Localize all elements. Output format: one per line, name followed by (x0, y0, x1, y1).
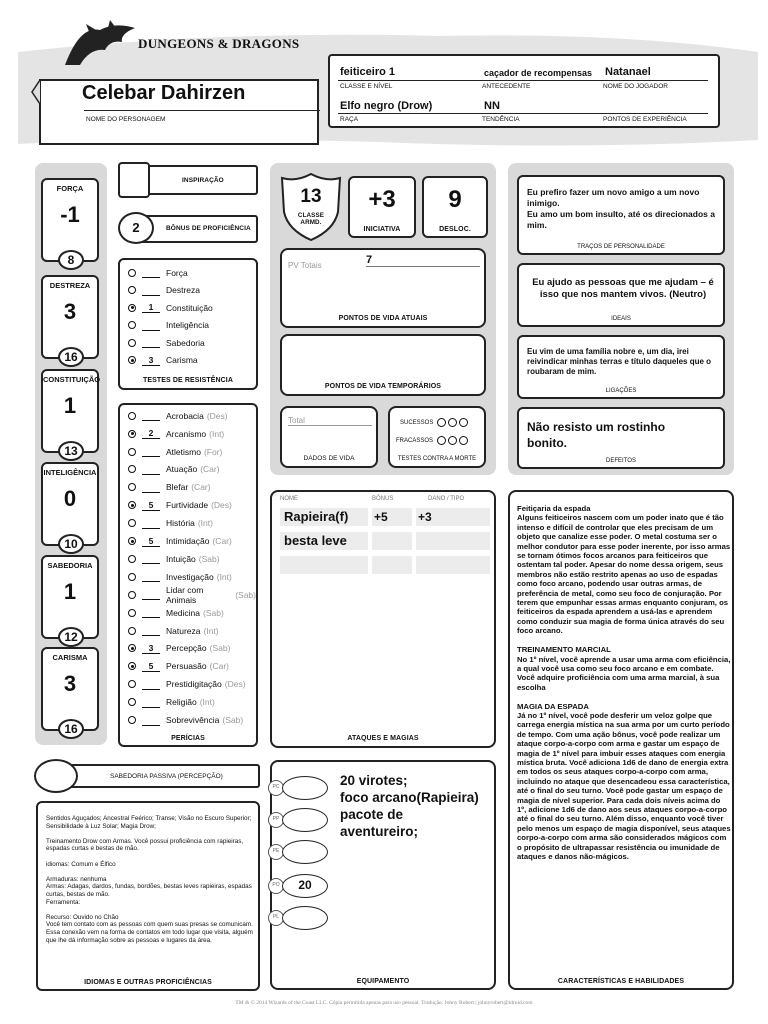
modifier-value[interactable] (142, 715, 160, 726)
coin-value[interactable] (282, 808, 328, 832)
row-name: Percepção (166, 643, 207, 654)
temp-hp-box[interactable] (280, 334, 486, 396)
row-attribute: (Car) (200, 464, 220, 475)
modifier-value[interactable]: 5 (142, 661, 160, 672)
xp-label: PONTOS DE EXPERIÊNCIA (603, 116, 687, 123)
skill-row[interactable] (120, 676, 256, 694)
row-attribute: (Sab) (203, 607, 224, 618)
row-attribute: (Car) (212, 536, 232, 547)
ability-block (41, 555, 99, 644)
saving-throw-row[interactable] (120, 317, 256, 335)
saving-throws-label: TESTES DE RESISTÊNCIA (142, 377, 233, 384)
row-name: Furtividade (166, 500, 209, 511)
alignment-label: TENDÊNCIA (482, 116, 520, 123)
modifier-value[interactable] (142, 464, 160, 475)
proficiency-radio[interactable] (128, 555, 136, 563)
modifier-value[interactable] (142, 446, 160, 457)
proficiencies-box (36, 801, 260, 991)
proficiency-radio[interactable] (128, 286, 136, 294)
skill-row[interactable] (120, 407, 256, 425)
modifier-value[interactable] (142, 320, 160, 331)
skill-row[interactable] (120, 550, 256, 568)
ability-name: DESTREZA (49, 281, 91, 290)
features-box (508, 490, 734, 990)
inspiration-label: INSPIRAÇÃO (182, 177, 224, 184)
attack-col-bonus: BÔNUS (372, 496, 394, 502)
coin-value[interactable] (282, 840, 328, 864)
ability-score[interactable]: 0 (63, 486, 77, 511)
attack-bonus-cell[interactable] (372, 532, 412, 550)
attack-col-name: NOME (280, 496, 298, 502)
saving-throw-row[interactable] (120, 299, 256, 317)
bonds-text[interactable]: Eu vim de uma família nobre e, um dia, irei reivindicar minhas terras e título daqueles que o roubaram de mim. (527, 347, 712, 376)
traits-box (517, 175, 725, 255)
skill-row[interactable] (120, 658, 256, 676)
initiative-value[interactable]: +3 (368, 186, 396, 213)
current-hp-label: PONTOS DE VIDA ATUAIS (338, 315, 428, 322)
hit-dice-label: DADOS DE VIDA (303, 455, 355, 462)
modifier-value[interactable] (142, 607, 160, 618)
proficiency-radio[interactable] (128, 519, 136, 527)
armor-class-value[interactable]: 13 (300, 186, 322, 207)
attack-damage-cell[interactable] (416, 532, 490, 550)
row-attribute: (Int) (199, 697, 215, 708)
features-text[interactable]: Feitiçaria da espada Alguns feiticeiros nascem com um poder inato que é tão intenso e difícil de controlar que eles precisam de um objeto que canalize esse poder. O metal costuma ser o melhor condutor para esse poder inerente, por isso armas se tornam ótimos focos arcanos para feiticeiros que ostentam tal poder. Apesar do nome dessa origem, seus membros não estão restrito apenas ao uso de espadas como foco arcano, podendo usar outras armas, de preferência de metal, como seu foco de conjuração. Por terem que empunhar essas armas enquanto conjuram, os feiticeiros da espada aprendem a usá-las e aprendem como conduzir sua magia de forma única através do seu foco arcano. TREINAMENTO MARCIAL No 1º nível, você aprende a usar uma arma com eficiência, a qual você usa como seu foco arcano e em combate. Você adquire proficiência com uma arma marcial, à sua escolha MAGIA DA ESPADA Já no 1º nível, você pode desferir um veloz golpe que carrega energia mística na sua arma por um curto período de tempo. Com uma ação bônus, você pode realizar um ataque corpo-a-corpo com arma e gastar um espaço de magia de 1º nível para imbuir esses ataques com energia mística bruta. Você adiciona 1d6 de dano de energia extra em todos os seus ataques corpo-a-corpo com arma, incluindo no ataque que desencadeou essa característica, até o final do seu turno. Você pode gastar um espaço de magia de nível superior. Para cada dois níveis acima do 1º, adicione 1d6 de dano aos seus ataques corpo-a-corpo até o final do seu turno. Além disso, enquanto você tiver pelo menos um espaço de magia disponível, seus ataques corpo-a-corpo com arma são considerados mágicos com o propósito de ultrapassar resistência ou imunidade de ataques e danos não-mágicos. (517, 504, 731, 862)
footer-text: TM & © 2014 Wizards of the Coast LLC. Cópia permitida apenas para uso pessoal. Tradução: Johny Robert | johnyrobert@idroid.com (235, 1000, 533, 1006)
hp-max-label: PV Totais (288, 261, 322, 270)
coin-value[interactable] (282, 776, 328, 800)
modifier-value[interactable]: 3 (142, 355, 160, 366)
row-name: Sabedoria (166, 337, 205, 348)
skill-row[interactable] (120, 586, 256, 604)
speed-box (422, 176, 488, 238)
modifier-value[interactable] (142, 571, 160, 582)
skills-label: PERÍCIAS (171, 735, 205, 742)
modifier-value[interactable] (142, 482, 160, 493)
hit-dice-total-label: Total (288, 416, 372, 426)
row-attribute: (For) (203, 446, 223, 457)
row-attribute: (Sab) (209, 643, 231, 654)
modifier-value[interactable]: 1 (142, 302, 160, 313)
skill-row[interactable] (120, 532, 256, 550)
ability-score[interactable]: 1 (63, 579, 77, 604)
modifier-value[interactable]: 3 (142, 643, 160, 654)
coin-label: PC (268, 780, 284, 796)
row-attribute: (Int) (197, 518, 213, 529)
death-saves-label: TESTES CONTRA A MORTE (397, 456, 477, 462)
ability-modifier[interactable]: 8 (58, 250, 84, 270)
row-name: Destreza (166, 285, 201, 296)
row-attribute: (Car) (191, 482, 211, 493)
proficiencies-text[interactable]: Sentidos Aguçados; Ancestral Feérico; Transe; Visão no Escuro Superior; Sensibilidade à Luz Solar; Magia Drow; Treinamento Drow com Armas. Você possui proficiência com rapieiras, espadas curtas e bestas de mão. idiomas: Comum e Élfico Armaduras: nenhuma Armas: Adagas, dardos, fundas, bordões, bestas leves rapieiras, espadas curtas, bestas de mão. Ferramenta: Recurso: Ouvido no Chão Você tem contato com as pessoas com quem suas presas se comunicam. Essa conexão vem na forma de contatos em todo lugar que visita, alguém que lhe dá informação sobre as pessoas e lugares da área. (46, 815, 253, 944)
attack-damage-cell[interactable] (416, 556, 490, 574)
character-name[interactable]: Celebar Dahirzen (82, 82, 246, 104)
modifier-value[interactable] (142, 625, 160, 636)
row-name: Investigação (166, 571, 214, 582)
traits-text[interactable]: Eu prefiro fazer um novo amigo a um novo inimigo. Eu amo um bom insulto, até os direcionados a mim. (527, 187, 715, 230)
row-name: Persuasão (166, 661, 207, 672)
skill-row[interactable] (120, 443, 256, 461)
coin-label: PO (268, 878, 284, 894)
speed-value[interactable]: 9 (448, 186, 462, 213)
proficiency-radio[interactable] (128, 573, 136, 581)
ability-score[interactable]: 3 (63, 299, 77, 324)
proficiency-radio[interactable] (128, 339, 136, 347)
proficiency-radio[interactable] (128, 304, 136, 312)
attack-name-cell[interactable]: Rapieira(f) (280, 508, 368, 526)
race-label: RAÇA (340, 116, 359, 123)
ability-score[interactable]: 1 (63, 393, 77, 418)
row-attribute: (Sab) (235, 589, 256, 600)
speed-label: DESLOC. (439, 226, 471, 233)
row-name: Sobrevivência (166, 715, 220, 726)
ability-modifier[interactable]: 16 (58, 347, 84, 367)
ability-score[interactable]: 3 (63, 671, 77, 696)
ability-name: CONSTITUIÇÃO (43, 375, 101, 384)
row-attribute: (Int) (216, 571, 232, 582)
armor-class-label: CLASSE ARMD. (297, 212, 325, 226)
inspiration-checkbox[interactable] (118, 162, 150, 198)
dragon-logo-icon (60, 20, 140, 70)
coin-label: PP (268, 812, 284, 828)
proficiency-radio[interactable] (128, 662, 136, 670)
temp-hp-label: PONTOS DE VIDA TEMPORÁRIOS (324, 383, 442, 390)
skill-row[interactable] (120, 497, 256, 515)
equipment-label: EQUIPAMENTO (356, 978, 410, 985)
ability-modifier[interactable]: 10 (58, 534, 84, 554)
modifier-value[interactable] (142, 267, 160, 278)
passive-wisdom-label: SABEDORIA PASSIVA (PERCEPÇÃO) (110, 773, 223, 780)
attack-bonus-cell[interactable]: +5 (372, 508, 412, 526)
proficiency-radio[interactable] (128, 321, 136, 329)
proficiency-label: BÔNUS DE PROFICIÊNCIA (166, 225, 251, 232)
proficiency-radio[interactable] (128, 501, 136, 509)
flaws-text[interactable]: Não resisto um rostinho bonito. (527, 420, 666, 450)
saving-throw-row[interactable] (120, 352, 256, 370)
modifier-value[interactable]: 5 (142, 536, 160, 547)
death-saves-box (388, 406, 486, 468)
class-level-value[interactable]: feiticeiro 1 (340, 66, 396, 78)
saving-throws-box (118, 258, 258, 390)
proficiency-radio[interactable] (128, 698, 136, 706)
saving-throw-row[interactable] (120, 264, 256, 282)
saving-throw-row[interactable] (120, 334, 256, 352)
coin-value[interactable]: 20 (282, 874, 328, 898)
equipment-text[interactable]: 20 virotes; foco arcano(Rapieira) pacote de aventureiro; (340, 773, 479, 839)
proficiency-radio[interactable] (128, 465, 136, 473)
skill-row[interactable] (120, 604, 256, 622)
death-success-checkboxes[interactable] (437, 418, 468, 427)
initiative-box (348, 176, 416, 238)
row-name: Carisma (166, 355, 198, 366)
proficiency-radio[interactable] (128, 537, 136, 545)
modifier-value[interactable] (142, 553, 160, 564)
proficiency-value[interactable]: 2 (118, 212, 154, 244)
proficiency-radio[interactable] (128, 680, 136, 688)
row-name: Força (166, 267, 188, 278)
flaws-box (517, 407, 725, 469)
skill-row[interactable] (120, 568, 256, 586)
row-attribute: (Des) (224, 679, 246, 690)
ability-block (41, 462, 99, 551)
class-level-label: CLASSE E NÍVEL (340, 83, 393, 90)
ability-block (41, 647, 99, 736)
ability-name: SABEDORIA (47, 561, 93, 570)
initiative-label: INICIATIVA (363, 226, 401, 233)
row-name: Natureza (166, 625, 201, 636)
proficiency-radio[interactable] (128, 430, 136, 438)
ability-modifier[interactable]: 13 (58, 441, 84, 461)
modifier-value[interactable] (142, 589, 160, 600)
skills-box (118, 403, 258, 747)
attack-col-damage: DANO / TIPO (428, 496, 465, 502)
row-name: Medicina (166, 607, 201, 618)
skill-row[interactable] (120, 693, 256, 711)
modifier-value[interactable] (142, 697, 160, 708)
race-value[interactable]: Elfo negro (Drow) (340, 100, 433, 112)
skill-row[interactable] (120, 425, 256, 443)
skill-row[interactable] (120, 711, 256, 729)
row-name: Atletismo (166, 446, 201, 457)
coin-label: PL (268, 910, 284, 926)
row-name: Blefar (166, 482, 189, 493)
proficiency-radio[interactable] (128, 356, 136, 364)
row-name: História (166, 518, 195, 529)
ability-block (41, 178, 99, 267)
attacks-box (270, 490, 496, 748)
traits-label: TRAÇOS DE PERSONALIDADE (577, 244, 665, 250)
bonds-box (517, 335, 725, 399)
bonds-label: LIGAÇÕES (605, 388, 637, 394)
proficiency-radio[interactable] (128, 412, 136, 420)
death-fail-checkboxes[interactable] (437, 436, 468, 445)
proficiency-radio[interactable] (128, 716, 136, 724)
modifier-value[interactable] (142, 679, 160, 690)
proficiency-radio[interactable] (128, 627, 136, 635)
row-attribute: (Int) (209, 428, 225, 439)
proficiency-radio[interactable] (128, 609, 136, 617)
features-label: CARACTERÍSTICAS E HABILIDADES (557, 978, 685, 985)
flaws-label: DEFEITOS (606, 458, 636, 464)
ideals-label: IDEAIS (611, 316, 631, 322)
row-name: Prestidigitação (166, 679, 222, 690)
current-hp-box[interactable] (280, 248, 486, 328)
ability-modifier[interactable]: 12 (58, 627, 84, 647)
ability-score[interactable]: -1 (60, 202, 80, 227)
row-name: Atuação (166, 464, 198, 475)
row-attribute: (Int) (203, 625, 219, 636)
ideals-box (517, 263, 725, 327)
modifier-value[interactable] (142, 518, 160, 529)
proficiency-radio[interactable] (128, 591, 136, 599)
ability-name: CARISMA (52, 653, 88, 662)
proficiency-radio[interactable] (128, 483, 136, 491)
row-attribute: (Des) (211, 500, 232, 511)
alignment-value[interactable]: NN (484, 100, 500, 112)
coin-label: PE (268, 844, 284, 860)
row-name: Arcanismo (166, 428, 207, 439)
modifier-value[interactable]: 5 (142, 500, 160, 511)
death-success-label: SUCESSOS (400, 420, 434, 426)
background-label: ANTECEDENTE (482, 83, 531, 90)
logo-text: DUNGEONS & DRAGONS (138, 36, 300, 51)
hp-max-value[interactable]: 7 (366, 254, 480, 267)
row-name: Intimidação (166, 536, 210, 547)
attacks-label: ATAQUES E MAGIAS (347, 735, 419, 742)
proficiency-radio[interactable] (128, 644, 136, 652)
row-name: Constituição (166, 302, 213, 313)
ability-name: INTELIGÊNCIA (43, 468, 97, 477)
hit-dice-box[interactable] (280, 406, 378, 468)
attack-name-cell[interactable]: besta leve (280, 532, 368, 550)
saving-throw-row[interactable] (120, 282, 256, 300)
row-name: Acrobacia (166, 410, 204, 421)
modifier-value[interactable] (142, 285, 160, 296)
modifier-value[interactable]: 2 (142, 428, 160, 439)
coin-value[interactable] (282, 906, 328, 930)
row-name: Religião (166, 697, 197, 708)
passive-wisdom-value[interactable] (34, 759, 78, 793)
skill-row[interactable] (120, 461, 256, 479)
proficiency-radio[interactable] (128, 269, 136, 277)
skill-row[interactable] (120, 640, 256, 658)
modifier-value[interactable] (142, 410, 160, 421)
skill-row[interactable] (120, 622, 256, 640)
attack-bonus-cell[interactable] (372, 556, 412, 574)
row-attribute: (Sab) (222, 715, 244, 726)
ideals-text[interactable]: Eu ajudo as pessoas que me ajudam – é isso que nos mantem vivos. (Neutro) (532, 277, 714, 300)
row-attribute: (Sab) (198, 553, 220, 564)
row-name: Intuição (166, 553, 196, 564)
attack-damage-cell[interactable]: +3 (416, 508, 490, 526)
player-name-label: NOME DO JOGADOR (603, 83, 669, 90)
ability-name: FORÇA (56, 184, 84, 193)
ability-block (41, 275, 99, 364)
proficiencies-label: IDIOMAS E OUTRAS PROFICIÊNCIAS (84, 979, 212, 986)
player-name-value[interactable]: Natanael (605, 66, 651, 78)
character-name-label: NOME DO PERSONAGEM (86, 116, 166, 123)
row-name: Inteligência (166, 320, 210, 331)
death-fail-label: FRACASSOS (396, 438, 434, 444)
background-value[interactable]: caçador de recompensas (484, 68, 593, 78)
skill-row[interactable] (120, 514, 256, 532)
proficiency-radio[interactable] (128, 448, 136, 456)
ability-modifier[interactable]: 16 (58, 719, 84, 739)
attack-name-cell[interactable] (280, 556, 368, 574)
ability-block (41, 369, 101, 458)
row-attribute: (Car) (209, 661, 229, 672)
row-name: Lidar com Animais (166, 584, 204, 605)
skill-row[interactable] (120, 479, 256, 497)
modifier-value[interactable] (142, 337, 160, 348)
row-attribute: (Des) (206, 410, 228, 421)
